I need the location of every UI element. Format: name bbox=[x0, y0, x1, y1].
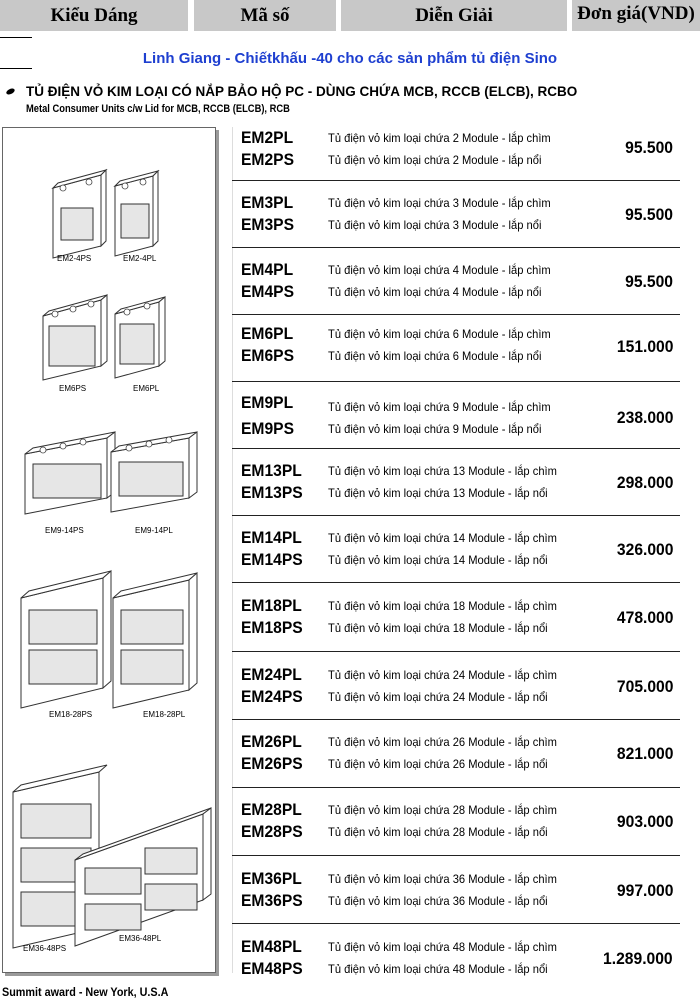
table-row bbox=[232, 181, 680, 248]
award-footer: Summit award - New York, U.S.A bbox=[2, 985, 169, 999]
product-price: 95.500 bbox=[625, 205, 673, 224]
product-codes: EM24PL EM24PS bbox=[241, 665, 303, 706]
table-row bbox=[232, 127, 680, 181]
table-row bbox=[232, 315, 680, 382]
image-label: EM6PS bbox=[59, 384, 87, 393]
product-codes: EM9PL EM9PS bbox=[241, 393, 295, 438]
enclosure-em18-28pl-image bbox=[113, 573, 197, 708]
product-descriptions: Tủ điện vỏ kim loại chứa 6 Module - lắp chìm Tủ điện vỏ kim loại chứa 6 Module - lắp nổi bbox=[328, 327, 551, 363]
image-label: EM2-4PS bbox=[57, 254, 92, 263]
product-descriptions: Tủ điện vỏ kim loại chứa 2 Module - lắp chìm Tủ điện vỏ kim loại chứa 2 Module - lắp nổi bbox=[328, 131, 551, 167]
header-code: Mã số bbox=[194, 0, 336, 31]
image-label: EM9-14PS bbox=[45, 526, 84, 535]
product-codes: EM3PL EM3PS bbox=[241, 193, 295, 234]
image-label: EM36-48PL bbox=[119, 934, 162, 943]
product-price: 705.000 bbox=[616, 677, 673, 696]
product-price: 238.000 bbox=[616, 408, 673, 427]
product-price: 997.000 bbox=[616, 881, 673, 900]
product-table bbox=[232, 127, 680, 990]
product-codes: EM26PL EM26PS bbox=[241, 732, 303, 773]
product-price: 478.000 bbox=[616, 608, 673, 627]
image-label: EM9-14PL bbox=[135, 526, 173, 535]
header-description: Diễn Giải bbox=[341, 0, 567, 31]
product-codes: EM48PL EM48PS bbox=[241, 937, 303, 978]
table-row bbox=[232, 449, 680, 516]
bullet-icon bbox=[5, 87, 15, 95]
image-label: EM6PL bbox=[133, 384, 160, 393]
product-descriptions: Tủ điện vỏ kim loại chứa 48 Module - lắp chìm Tủ điện vỏ kim loại chứa 48 Module - lắp nổi bbox=[328, 940, 557, 976]
product-price: 821.000 bbox=[616, 744, 673, 763]
product-price: 151.000 bbox=[616, 337, 673, 356]
divider bbox=[0, 68, 32, 69]
product-descriptions: Tủ điện vỏ kim loại chứa 4 Module - lắp chìm Tủ điện vỏ kim loại chứa 4 Module - lắp nổi bbox=[328, 263, 551, 299]
product-descriptions: Tủ điện vỏ kim loại chứa 3 Module - lắp chìm Tủ điện vỏ kim loại chứa 3 Module - lắp nổi bbox=[328, 196, 551, 232]
discount-banner: Linh Giang - Chiếtkhấu -40 cho các sản phẩm tủ điện Sino bbox=[142, 50, 558, 67]
enclosure-em2-4ps-image bbox=[53, 170, 106, 258]
product-codes: EM2PL EM2PS bbox=[241, 128, 295, 169]
enclosure-em18-28ps-image bbox=[21, 571, 111, 708]
product-descriptions: Tủ điện vỏ kim loại chứa 28 Module - lắp chìm Tủ điện vỏ kim loại chứa 28 Module - lắp nổi bbox=[328, 803, 557, 839]
table-row bbox=[232, 924, 680, 990]
enclosure-em6pl-image bbox=[115, 297, 165, 378]
image-label: EM36-48PS bbox=[23, 944, 67, 953]
product-descriptions: Tủ điện vỏ kim loại chứa 9 Module - lắp chìm Tủ điện vỏ kim loại chứa 9 Module - lắp nổi bbox=[328, 400, 551, 436]
header-price: Đơn giá(VND) bbox=[572, 0, 700, 31]
image-label: EM18-28PS bbox=[49, 710, 93, 719]
section-subtitle: Metal Consumer Units c/w Lid for MCB, RCCB (ELCB), RCB bbox=[26, 103, 290, 115]
table-row bbox=[232, 516, 680, 583]
product-price: 95.500 bbox=[625, 138, 673, 157]
enclosure-em6ps-image bbox=[43, 295, 107, 380]
table-row bbox=[232, 583, 680, 652]
product-price: 903.000 bbox=[616, 812, 673, 831]
product-descriptions: Tủ điện vỏ kim loại chứa 14 Module - lắp chìm Tủ điện vỏ kim loại chứa 14 Module - lắp nổi bbox=[328, 531, 557, 567]
product-codes: EM36PL EM36PS bbox=[241, 869, 303, 910]
product-codes: EM13PL EM13PS bbox=[241, 461, 303, 502]
enclosure-em9-14ps-image bbox=[25, 432, 115, 514]
image-label: EM2-4PL bbox=[123, 254, 157, 263]
product-price: 326.000 bbox=[616, 540, 673, 559]
product-price: 298.000 bbox=[616, 473, 673, 492]
table-row bbox=[232, 248, 680, 315]
product-codes: EM18PL EM18PS bbox=[241, 596, 303, 637]
product-image-panel bbox=[2, 127, 216, 973]
divider bbox=[0, 37, 32, 38]
table-row bbox=[232, 382, 680, 449]
product-price: 95.500 bbox=[625, 272, 673, 291]
enclosure-em2-4pl-image bbox=[115, 171, 158, 256]
product-codes: EM6PL EM6PS bbox=[241, 324, 295, 365]
product-descriptions: Tủ điện vỏ kim loại chứa 13 Module - lắp chìm Tủ điện vỏ kim loại chứa 13 Module - lắp nổi bbox=[328, 464, 557, 500]
product-codes: EM14PL EM14PS bbox=[241, 528, 303, 569]
table-row bbox=[232, 856, 680, 924]
enclosure-em9-14pl-image bbox=[111, 432, 197, 512]
product-descriptions: Tủ điện vỏ kim loại chứa 24 Module - lắp chìm Tủ điện vỏ kim loại chứa 24 Module - lắp nổi bbox=[328, 668, 557, 704]
table-row bbox=[232, 720, 680, 788]
enclosure-illustrations bbox=[3, 128, 215, 972]
table-row bbox=[232, 788, 680, 856]
product-codes: EM4PL EM4PS bbox=[241, 260, 295, 301]
product-codes: EM28PL EM28PS bbox=[241, 800, 303, 841]
product-descriptions: Tủ điện vỏ kim loại chứa 18 Module - lắp chìm Tủ điện vỏ kim loại chứa 18 Module - lắp nổi bbox=[328, 599, 557, 635]
product-descriptions: Tủ điện vỏ kim loại chứa 26 Module - lắp chìm Tủ điện vỏ kim loại chứa 26 Module - lắp nổi bbox=[328, 735, 557, 771]
product-price: 1.289.000 bbox=[603, 949, 673, 968]
product-descriptions: Tủ điện vỏ kim loại chứa 36 Module - lắp chìm Tủ điện vỏ kim loại chứa 36 Module - lắp nổi bbox=[328, 872, 557, 908]
section-title: TỦ ĐIỆN VỎ KIM LOẠI CÓ NẮP BẢO HỘ PC - DÙNG CHỨA MCB, RCCB (ELCB), RCBO bbox=[26, 84, 578, 99]
header-style: Kiểu Dáng bbox=[0, 0, 188, 31]
image-label: EM18-28PL bbox=[143, 710, 186, 719]
table-row bbox=[232, 652, 680, 720]
